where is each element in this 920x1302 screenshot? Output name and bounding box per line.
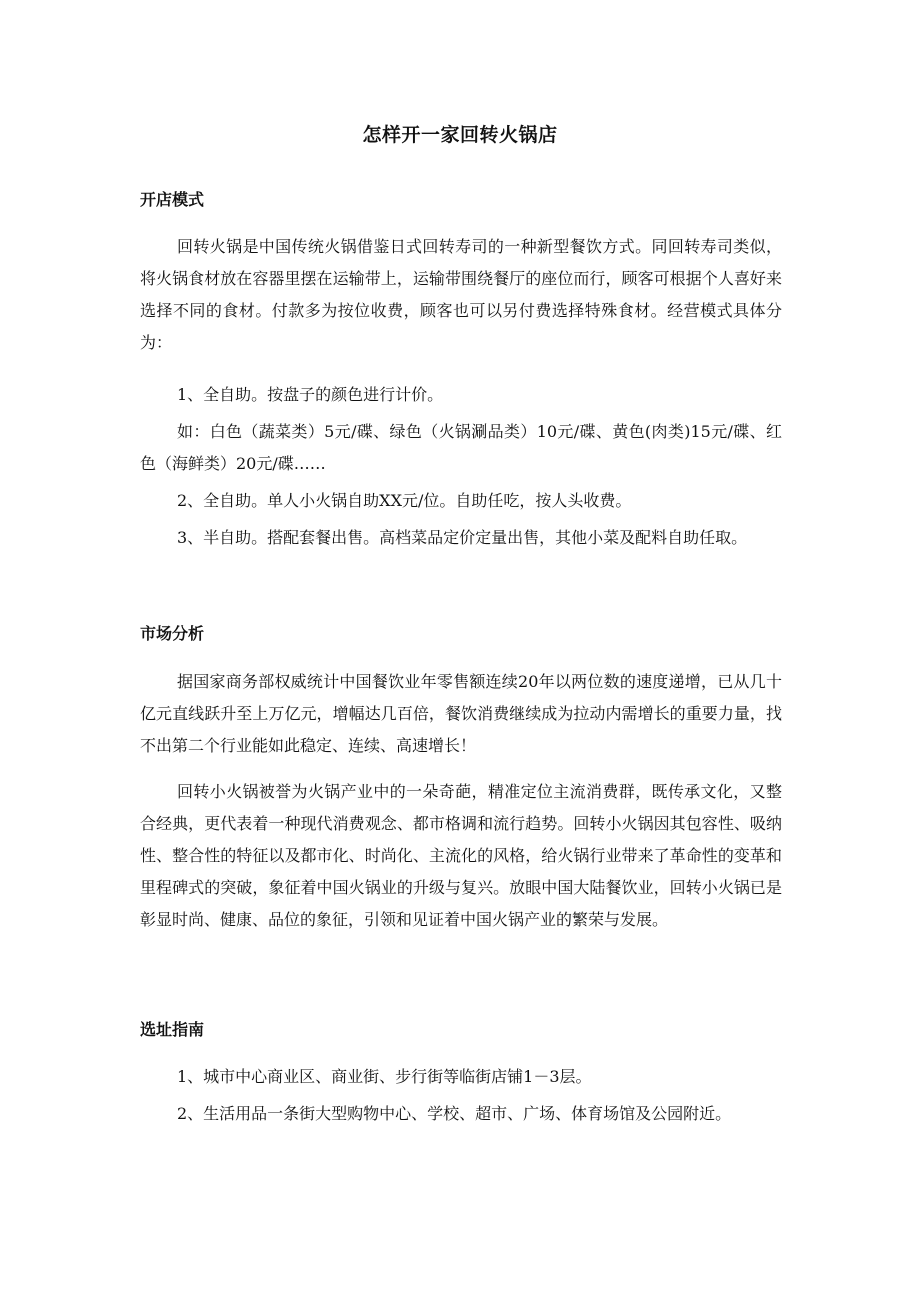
paragraph: 2、全自助。单人小火锅自助XX元/位。自助任吃，按人头收费。 (177, 491, 632, 510)
paragraph: 3、半自助。搭配套餐出售。高档菜品定价定量出售，其他小菜及配料自助任取。 (177, 528, 748, 547)
paragraph: 回转小火锅被誉为火锅产业中的一朵奇葩，精准定位主流消费群，既传承文化，又整合经典，更代表着一种现代消费观念、都市格调和流行趋势。回转小火锅因其包容性、吸纳性、整合性的特征以及都市化、时尚化、主流化的风格，给火锅行业带来了革命性的变革和里程碑式的突破，象征着中国火锅业的升级与复兴。放眼中国大陆餐饮业，回转小火锅已是彰显时尚、健康、品位的象征，引领和见证着中国火锅产业的繁荣与发展。 (140, 782, 782, 929)
paragraph: 1、城市中心商业区、商业街、步行街等临街店铺1－3层。 (177, 1067, 592, 1086)
document-title: 怎样开一家回转火锅店 (362, 124, 558, 146)
paragraph: 1、全自助。按盘子的颜色进行计价。 (177, 385, 444, 404)
paragraph: 据国家商务部权威统计中国餐饮业年零售额连续20年以两位数的速度递增，已从几十亿元直线跃升至上万亿元，增幅达几百倍，餐饮消费继续成为拉动内需增长的重要力量，找不出第二个行业能如此稳定、连续、高速增长！ (140, 672, 782, 755)
section-heading-market: 市场分析 (140, 624, 205, 643)
section-heading-site: 选址指南 (140, 1020, 205, 1039)
section-heading-mode: 开店模式 (140, 190, 205, 209)
paragraph: 如：白色（蔬菜类）5元/碟、绿色（火锅涮品类）10元/碟、黄色(肉类)15元/碟、红色（海鲜类）20元/碟…… (140, 422, 782, 473)
paragraph: 2、生活用品一条街大型购物中心、学校、超市、广场、体育场馆及公园附近。 (177, 1104, 732, 1123)
paragraph: 回转火锅是中国传统火锅借鉴日式回转寿司的一种新型餐饮方式。同回转寿司类似，将火锅食材放在容器里摆在运输带上，运输带围绕餐厅的座位而行，顾客可根据个人喜好来选择不同的食材。付款多为按位收费，顾客也可以另付费选择特殊食材。经营模式具体分为： (140, 237, 782, 352)
